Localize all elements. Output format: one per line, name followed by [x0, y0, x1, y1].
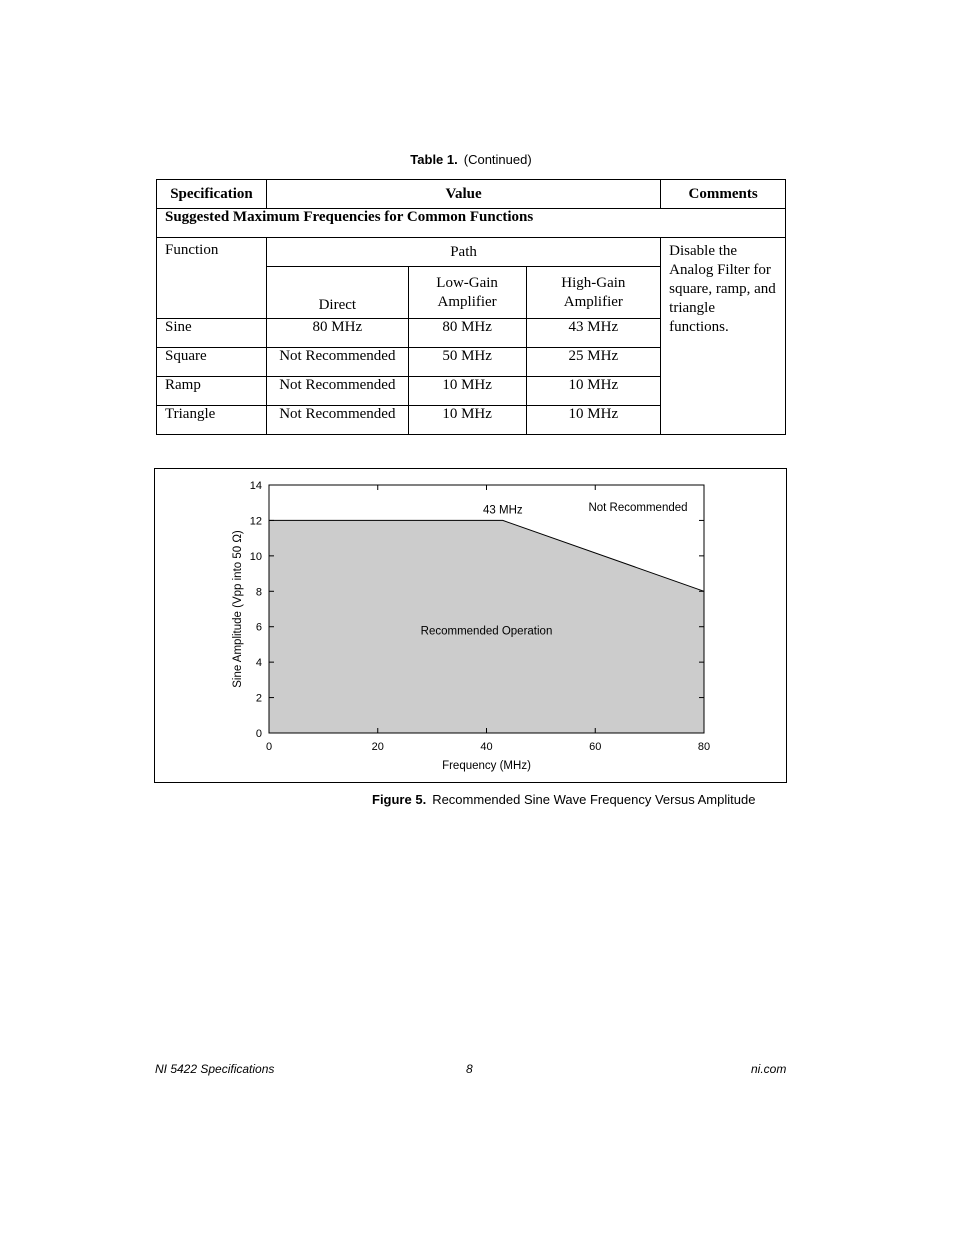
row-direct: Not Recommended: [266, 406, 408, 435]
frequency-amplitude-chart: [155, 469, 786, 782]
row-high-gain: 25 MHz: [526, 348, 661, 377]
row-low-gain: 10 MHz: [408, 377, 526, 406]
y-tick-label: 0: [255, 728, 262, 740]
row-high-gain: 10 MHz: [526, 377, 661, 406]
header-value: Value: [266, 180, 660, 209]
row-function: Ramp: [157, 377, 267, 406]
figure-box: [154, 468, 787, 783]
figure-caption: [372, 792, 755, 807]
y-tick-label: 4: [255, 657, 262, 670]
x-tick-label: 0: [265, 741, 273, 753]
function-label: Function: [157, 238, 267, 319]
table-caption: [0, 152, 942, 167]
row-low-gain: 10 MHz: [408, 406, 526, 435]
path-label: Path: [266, 238, 660, 267]
y-tick-label: 10: [249, 550, 262, 563]
row-direct: Not Recommended: [266, 377, 408, 406]
spec-table: [156, 179, 786, 435]
footer-left: NI 5422 Specifications: [155, 1062, 275, 1076]
y-tick-label: 12: [249, 515, 262, 528]
row-direct: Not Recommended: [266, 348, 408, 377]
x-tick-label: 20: [371, 741, 384, 753]
x-tick-label: 40: [480, 741, 493, 753]
table-caption-label: Table 1.: [410, 152, 458, 167]
row-high-gain: 43 MHz: [526, 319, 661, 348]
annotation-not-recommended: Not Recommended: [588, 502, 688, 514]
section-title: Suggested Maximum Frequencies for Common Functions: [157, 209, 786, 238]
y-tick-label: 14: [249, 480, 262, 492]
row-low-gain: 80 MHz: [408, 319, 526, 348]
y-tick-label: 6: [255, 621, 262, 634]
row-function: Sine: [157, 319, 267, 348]
figure-caption-label: Figure 5.: [372, 792, 427, 807]
y-tick-label: 8: [255, 586, 262, 599]
figure-caption-text: Recommended Sine Wave Frequency Versus Amplitude: [432, 792, 756, 807]
header-comments: Comments: [661, 180, 786, 209]
footer-right: ni.com: [751, 1062, 787, 1076]
path-high-gain-header: High-Gain Amplifier: [526, 267, 661, 319]
path-low-gain-header: Low-Gain Amplifier: [408, 267, 526, 319]
row-direct: 80 MHz: [266, 319, 408, 348]
x-axis-label: Frequency (MHz): [442, 760, 531, 772]
x-tick-label: 80: [697, 741, 711, 753]
row-function: Square: [157, 348, 267, 377]
footer-page-number: 8: [466, 1062, 473, 1076]
y-tick-label: 2: [255, 692, 262, 705]
row-low-gain: 50 MHz: [408, 348, 526, 377]
comment-cell: Disable the Analog Filter for square, ramp, and triangle functions.: [661, 238, 786, 435]
annotation-recommended-operation: Recommended Operation: [420, 625, 553, 638]
table-caption-text: (Continued): [463, 152, 532, 167]
row-high-gain: 10 MHz: [526, 406, 661, 435]
x-tick-label: 60: [589, 741, 602, 753]
annotation-43mhz: 43 MHz: [483, 504, 523, 517]
y-axis-label: Sine Amplitude (Vpp into 50 Ω): [232, 530, 244, 688]
header-specification: Specification: [157, 180, 267, 209]
path-direct-header: Direct: [266, 267, 408, 319]
row-function: Triangle: [157, 406, 267, 435]
